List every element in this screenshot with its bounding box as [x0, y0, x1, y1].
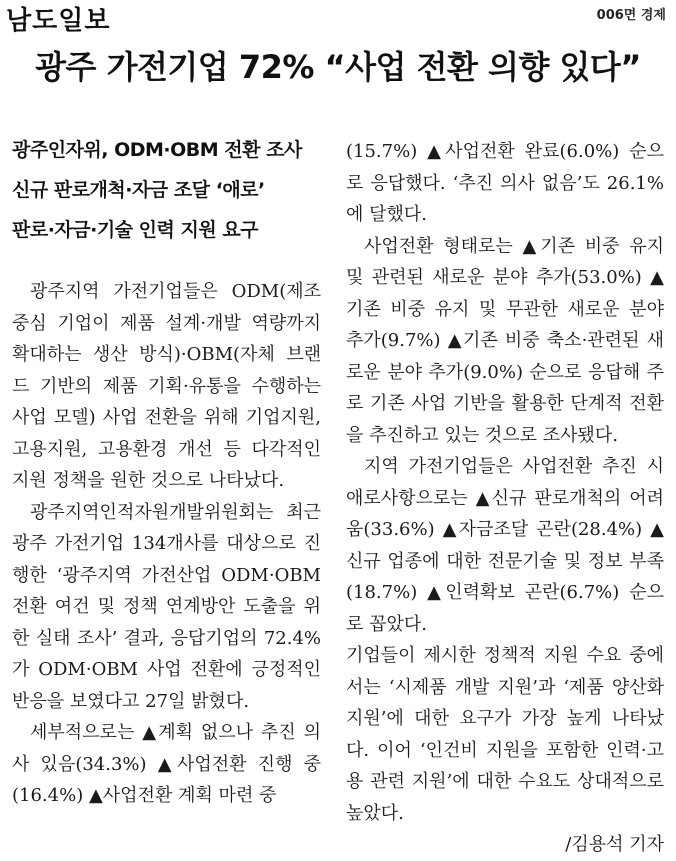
body-paragraph: 지역 가전기업들은 사업전환 추진 시 애로사항으로는 ▲신규 판로개척의 어려움(33.6%) ▲자금조달 곤란(28.4%) ▲신규 업종에 대한 전문기술 및 정보 부족(18.7%) ▲인력확보 곤란(6.7%) 순으로 꼽았다. [346, 456, 664, 635]
body-paragraph: 기업들이 제시한 정책적 지원 수요 중에서는 ‘시제품 개발 지원’과 ‘제품 양산화 지원’에 대한 요구가 가장 높게 나타났다. 이어 ‘인건비 지원을 포함한 인력·고용 관련 지원’에 대한 수요도 상대적으로 높았다. [346, 645, 664, 824]
body-paragraph: 세부적으로는 ▲계획 없으나 추진 의사 있음(34.3%) ▲사업전환 진행 중(16.4%) ▲사업전환 계획 마련 중 [12, 722, 321, 806]
reporter-byline: /김용석 기자 [565, 834, 664, 855]
subhead-1: 광주인자위, ODM·OBM 전환 조사 [12, 139, 302, 161]
article-column-left [12, 276, 321, 812]
newspaper-masthead: 남도일보 [6, 6, 111, 36]
subhead-2: 신규 판로개척·자금 조달 ‘애로’ [12, 179, 265, 201]
body-paragraph: 광주지역 가전기업들은 ODM(제조 중심 기업이 제품 설계·개발 역량까지 확대하는 생산 방식)·OBM(자체 브랜드 기반의 제품 기획·유통을 수행하는 사업 모델) 사업 전환을 위해 기업지원, 고용지원, 고용환경 개선 등 다각적인 지원 정책을 원한 것으로 나타났다. [12, 281, 321, 491]
subhead-3: 판로·자금·기술 인력 지원 요구 [12, 219, 259, 241]
body-paragraph: 광주지역인적자원개발위원회는 최근 광주 가전기업 134개사를 대상으로 진행한 ‘광주지역 가전산업 ODM·OBM 전환 여건 및 정책 연계방안 도출을 위한 실태 조사’ 결과, 응답기업의 72.4%가 ODM·OBM 사업 전환에 긍정적인 반응을 보였다고 27일 밝혔다. [12, 501, 321, 712]
page-section-label: 006면 경제 [596, 8, 666, 23]
article-headline: 광주 가전기업 72% “사업 전환 의향 있다” [35, 48, 641, 86]
article-column-right [346, 136, 664, 861]
body-paragraph: 사업전환 형태로는 ▲기존 비중 유지 및 관련된 새로운 분야 추가(53.0%) ▲기존 비중 유지 및 무관한 새로운 분야 추가(9.7%) ▲기존 비중 축소·관련된 새로운 분야 추가(9.0%) 순으로 응답해 주로 기존 사업 기반을 활용한 단계적 전환을 추진하고 있는 것으로 조사됐다. [346, 235, 664, 446]
subheads [12, 130, 327, 250]
body-paragraph: (15.7%) ▲사업전환 완료(6.0%) 순으로 응답했다. ‘추진 의사 없음’도 26.1%에 달했다. [346, 141, 664, 225]
